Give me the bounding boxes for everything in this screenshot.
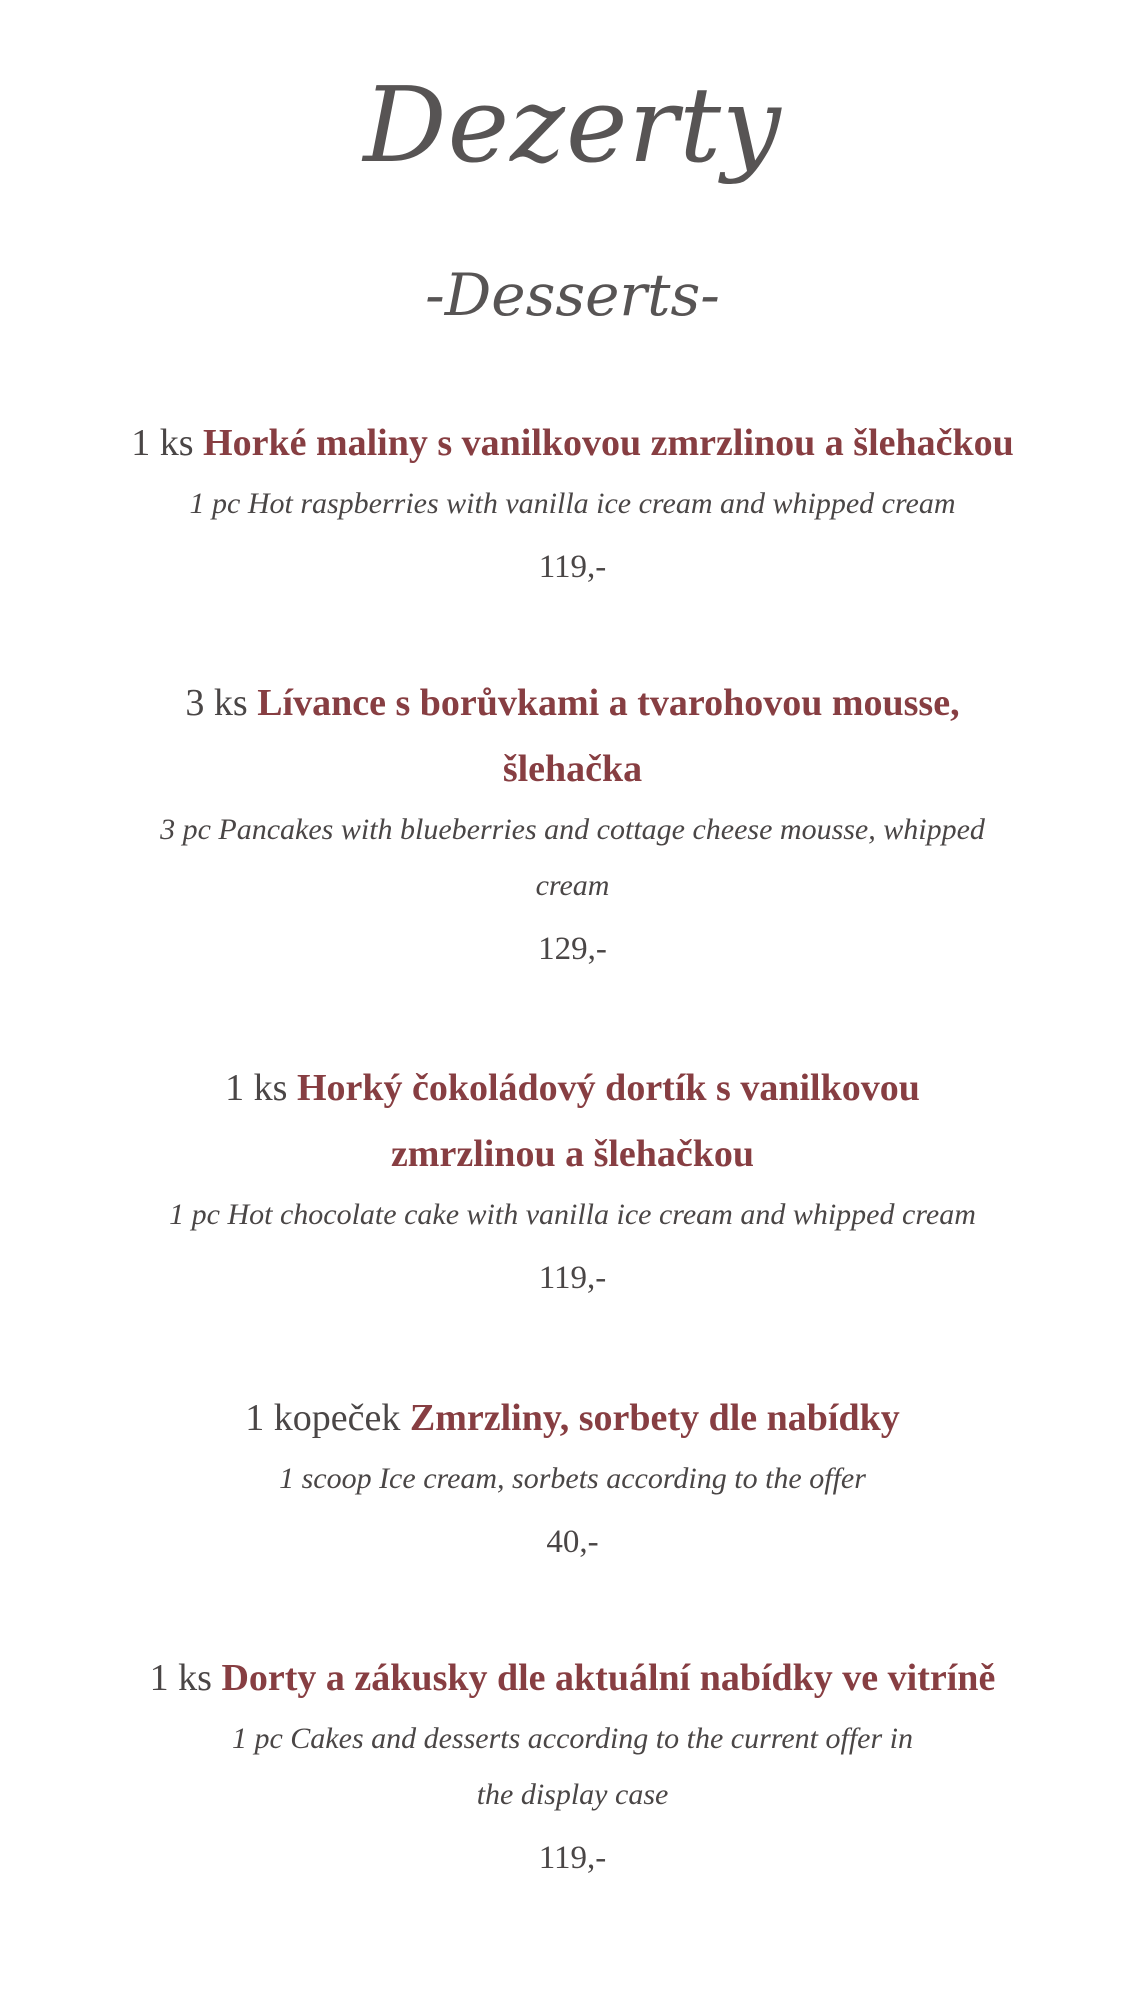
- item-quantity: 3 ks: [185, 682, 248, 724]
- item-price: 40,-: [546, 1524, 599, 1560]
- item-czech-line: [190, 1055, 955, 1187]
- item-name-english: 3 pc Pancakes with blueberries and cottage cheese mousse, whipped cream: [160, 813, 985, 902]
- item-name-english: 1 pc Hot chocolate cake with vanilla ice cream and whipped cream: [169, 1198, 976, 1231]
- item-quantity: 1 kopeček: [245, 1397, 401, 1439]
- item-quantity: 1 ks: [149, 1657, 212, 1699]
- item-name-czech: Horký čokoládový dortík s vanilkovou zmrzlinou a šlehačkou: [296, 1067, 920, 1175]
- menu-item: [160, 670, 985, 974]
- item-name-czech: Dorty a zákusky dle aktuální nabídky ve vitríně: [221, 1657, 996, 1699]
- item-quantity: 1 ks: [225, 1067, 288, 1109]
- item-czech-line: [80, 1385, 1065, 1451]
- item-name-english: 1 pc Hot raspberries with vanilla ice cream and whipped cream: [189, 487, 956, 520]
- item-name-english: 1 pc Cakes and desserts according to the current offer in the display case: [231, 1722, 913, 1811]
- item-price: 119,-: [538, 1840, 607, 1876]
- item-name-english: 1 scoop Ice cream, sorbets according to the offer: [279, 1462, 866, 1495]
- menu-item: [80, 1385, 1065, 1567]
- menu-subtitle: -Desserts-: [425, 261, 720, 329]
- item-quantity: 1 ks: [131, 422, 194, 464]
- menu-item: [100, 1645, 1045, 1883]
- item-name-czech: Zmrzliny, sorbety dle nabídky: [409, 1397, 900, 1439]
- item-czech-line: [160, 670, 985, 802]
- menu-item: [80, 410, 1065, 592]
- item-czech-line: [80, 410, 1065, 476]
- item-name-czech: Horké maliny s vanilkovou zmrzlinou a šlehačkou: [203, 422, 1014, 464]
- item-name-czech: Lívance s borůvkami a tvarohovou mousse, šlehačka: [257, 682, 960, 790]
- menu-item: [169, 1055, 976, 1303]
- item-price: 129,-: [538, 931, 607, 967]
- menu-title: Dezerty: [363, 64, 782, 186]
- item-price: 119,-: [538, 1260, 607, 1296]
- item-czech-line: [100, 1645, 1045, 1711]
- item-price: 119,-: [538, 549, 607, 585]
